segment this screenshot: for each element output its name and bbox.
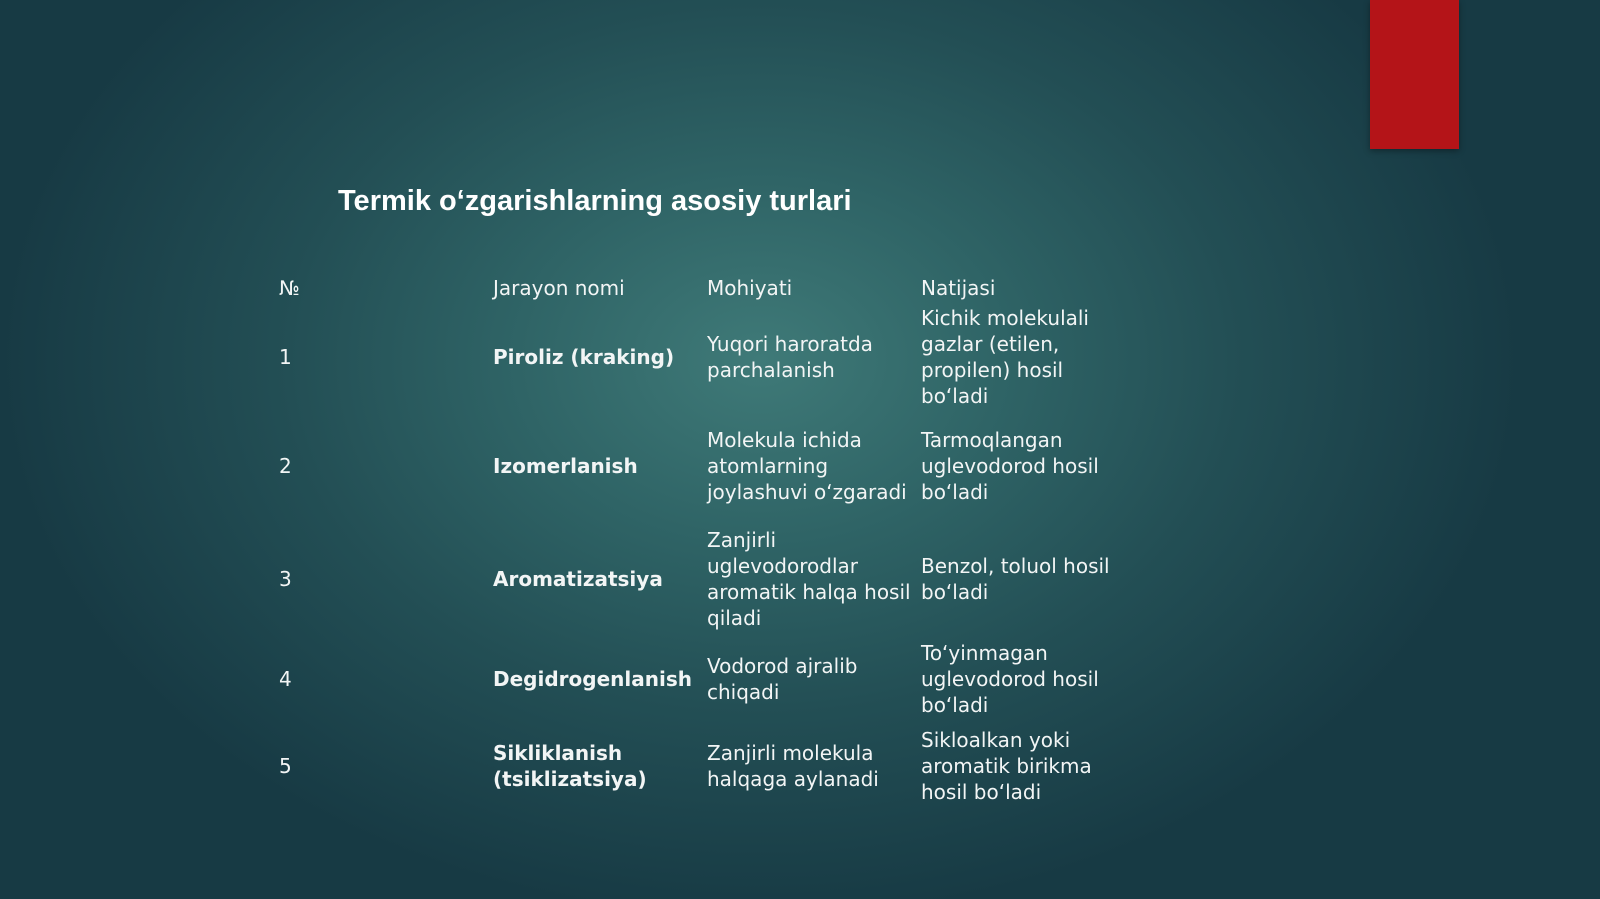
row-result: Kichik molekulali gazlar (etilen, propilen) hosil bo‘ladi: [921, 306, 1089, 408]
row-number: 5: [279, 753, 292, 778]
row-essence: Yuqori haroratda parchalanish: [707, 332, 873, 382]
row-essence: Vodorod ajralib chiqadi: [707, 653, 858, 704]
row-process-name: Piroliz (kraking): [493, 345, 675, 369]
table-row: [279, 409, 1121, 522]
row-process-name: Izomerlanish: [493, 453, 638, 478]
row-number: 4: [279, 666, 292, 691]
header-number: №: [279, 276, 300, 300]
row-process-name: Degidrogenlanish: [493, 666, 692, 691]
row-result: To‘yinmagan uglevodorod hosil bo‘ladi: [921, 640, 1099, 717]
accent-bar: [1370, 0, 1459, 149]
row-essence: Zanjirli uglevodorodlar aromatik halqa hosil qiladi: [707, 527, 911, 630]
table-row: [279, 305, 1121, 409]
header-essence: Mohiyati: [707, 276, 793, 300]
table-header-row: [279, 271, 1121, 305]
table-row: [279, 522, 1121, 635]
table-row: [279, 635, 1121, 722]
row-process-name: Aromatizatsiya: [493, 566, 663, 591]
row-number: 3: [279, 566, 292, 591]
row-result: Benzol, toluol hosil bo‘ladi: [921, 553, 1110, 604]
row-essence: Molekula ichida atomlarning joylashuvi o‘zgaradi: [707, 427, 907, 504]
slide-title: Termik o‘zgarishlarning asosiy turlari: [338, 185, 852, 217]
row-number: 1: [279, 345, 292, 369]
row-result: Tarmoqlangan uglevodorod hosil bo‘ladi: [921, 427, 1099, 504]
table-row: [279, 722, 1121, 809]
row-essence: Zanjirli molekula halqaga aylanadi: [707, 740, 879, 791]
process-table: [279, 271, 1121, 809]
row-process-name: Sikliklanish (tsiklizatsiya): [493, 740, 647, 791]
row-result: Sikloalkan yoki aromatik birikma hosil bo‘ladi: [921, 727, 1092, 804]
header-name: Jarayon nomi: [493, 276, 625, 300]
row-number: 2: [279, 453, 292, 478]
header-result: Natijasi: [921, 276, 996, 300]
